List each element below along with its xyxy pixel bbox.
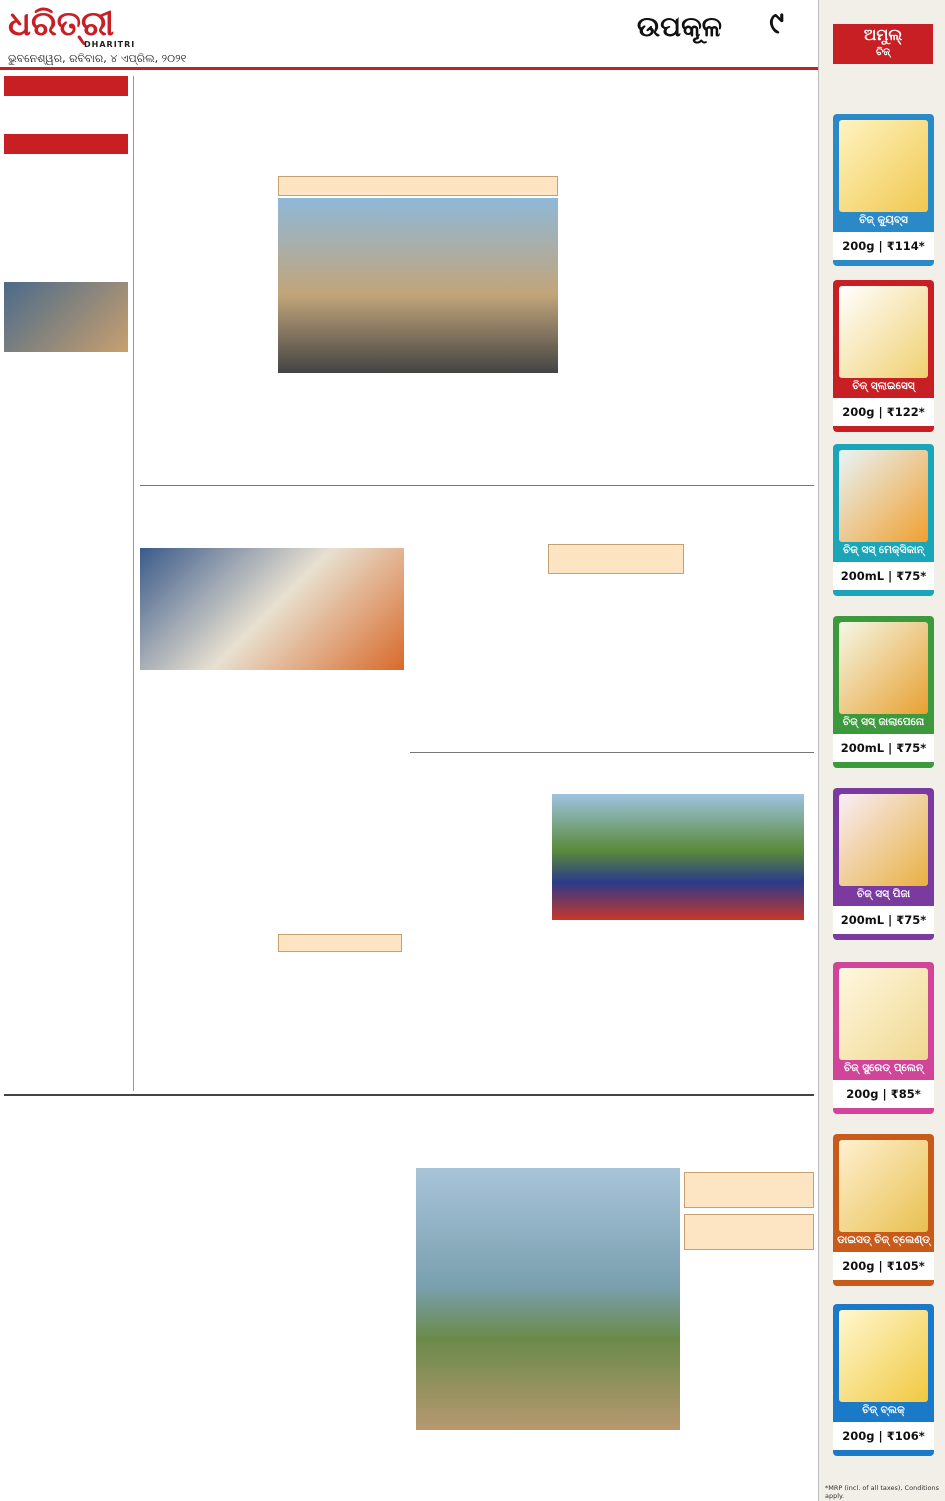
page-number: ୯ <box>769 6 784 41</box>
sand-box-2 <box>684 1214 814 1250</box>
product-price: 200g | ₹122* <box>833 398 934 426</box>
football-photo <box>552 794 804 920</box>
logo-text: ଧରିତ୍ରୀ <box>8 4 115 44</box>
visa-caption <box>140 672 404 683</box>
ad-subtitle: ଚିଜ୍ <box>875 47 891 58</box>
ad-product-tile <box>833 962 934 1114</box>
brief-item <box>4 550 133 730</box>
section-title: ଉପକୂଳ <box>636 10 722 43</box>
product-image <box>839 450 928 542</box>
divider <box>140 485 814 486</box>
product-price: 200mL | ₹75* <box>833 734 934 762</box>
product-price: 200g | ₹114* <box>833 232 934 260</box>
product-image <box>839 1310 928 1402</box>
visa-body <box>140 686 404 886</box>
visa-headline <box>140 488 404 544</box>
left-column <box>4 76 134 1091</box>
corona-body <box>410 532 814 752</box>
ad-product-tile <box>833 114 934 266</box>
product-name: ଚିଜ୍ ସସ୍ ମେକ୍ସିକାନ୍ <box>843 544 924 556</box>
logo <box>8 4 178 48</box>
product-price: 200g | ₹106* <box>833 1422 934 1450</box>
brief-body <box>4 734 133 894</box>
lead-caption <box>278 378 558 389</box>
product-image <box>839 968 928 1060</box>
product-price: 200mL | ₹75* <box>833 906 934 934</box>
brief-photo <box>4 282 128 352</box>
light-body <box>140 930 410 1080</box>
product-name: ଚିଜ୍ ସସ୍ ଜାଲାପେନୋ <box>842 716 925 728</box>
brief-body <box>4 356 133 546</box>
product-image <box>839 794 928 886</box>
brief-label <box>4 134 128 154</box>
football-headline <box>552 760 814 790</box>
kidnap-headline <box>686 84 814 144</box>
logo-subtitle: DHARITRI <box>84 40 136 49</box>
ad-footnote: *MRP (incl. of all taxes), Conditions apply. <box>825 1484 939 1500</box>
product-price: 200mL | ₹75* <box>833 562 934 590</box>
rail-body <box>6 1180 270 1490</box>
dateline: ଭୁବନେଶ୍ୱର, ରବିବାର, ୪ ଏପ୍ରିଲ, ୨୦୨୧ <box>8 52 187 65</box>
product-image <box>839 286 928 378</box>
brief-item <box>4 282 133 546</box>
product-image <box>839 120 928 212</box>
product-price: 200g | ₹105* <box>833 1252 934 1280</box>
product-name: ଡାଇସଡ୍ ଚିଜ୍ ବ୍ଲେଣ୍ଡ୍ <box>837 1234 930 1246</box>
sand-photo <box>416 1168 680 1430</box>
ad-brand: ଅମୁଲ୍ <box>863 25 903 44</box>
sand-box-1 <box>684 1172 814 1208</box>
brief-item <box>4 158 133 278</box>
amul-advertisement <box>818 0 945 1501</box>
corona-headline <box>410 488 814 524</box>
today-items <box>4 100 133 134</box>
product-name: ଚିଜ୍ ସ୍ଲାଇସେସ୍ <box>852 380 915 392</box>
product-price: 200g | ₹85* <box>833 1080 934 1108</box>
product-name: ଚିଜ୍ ସସ୍ ପିଜା <box>856 888 911 900</box>
product-name: ଚିଜ୍ କ୍ୟୁବ୍ସ <box>859 214 908 226</box>
ad-product-tile <box>833 788 934 940</box>
ad-product-tile <box>833 1304 934 1456</box>
product-name: ଚିଜ୍ ସ୍ପ୍ରେଡ୍ ପ୍ଲେନ୍ <box>843 1062 924 1074</box>
ad-product-tile <box>833 616 934 768</box>
ad-product-tile <box>833 444 934 596</box>
social-headline <box>410 756 550 796</box>
kidnap-body <box>686 150 814 480</box>
ad-brand-banner <box>833 24 933 64</box>
lead-body <box>140 164 274 484</box>
light-headline <box>140 896 404 926</box>
lead-headline <box>140 84 680 146</box>
ad-product-tile <box>833 1134 934 1286</box>
brief-body <box>4 550 133 730</box>
lead-photo <box>278 198 558 373</box>
football-body <box>410 936 814 1086</box>
product-name: ଚିଜ୍ ବ୍ଲକ୍ <box>862 1404 905 1416</box>
sand-caption <box>416 1432 680 1443</box>
product-image <box>839 622 928 714</box>
divider <box>4 1094 814 1096</box>
today-label <box>4 76 128 96</box>
social-body <box>410 800 550 920</box>
masthead <box>0 0 818 70</box>
product-image <box>839 1140 928 1232</box>
lead-box-heading <box>278 176 558 196</box>
sand-headline <box>278 1100 814 1144</box>
rail-headline <box>6 1100 270 1176</box>
football-caption <box>552 922 804 933</box>
ad-product-tile <box>833 280 934 432</box>
brief-body <box>4 158 133 278</box>
brief-item <box>4 734 133 894</box>
visa-photo <box>140 548 404 670</box>
lead-byline <box>140 150 270 152</box>
divider <box>410 752 814 753</box>
sand-body <box>278 1148 412 1488</box>
